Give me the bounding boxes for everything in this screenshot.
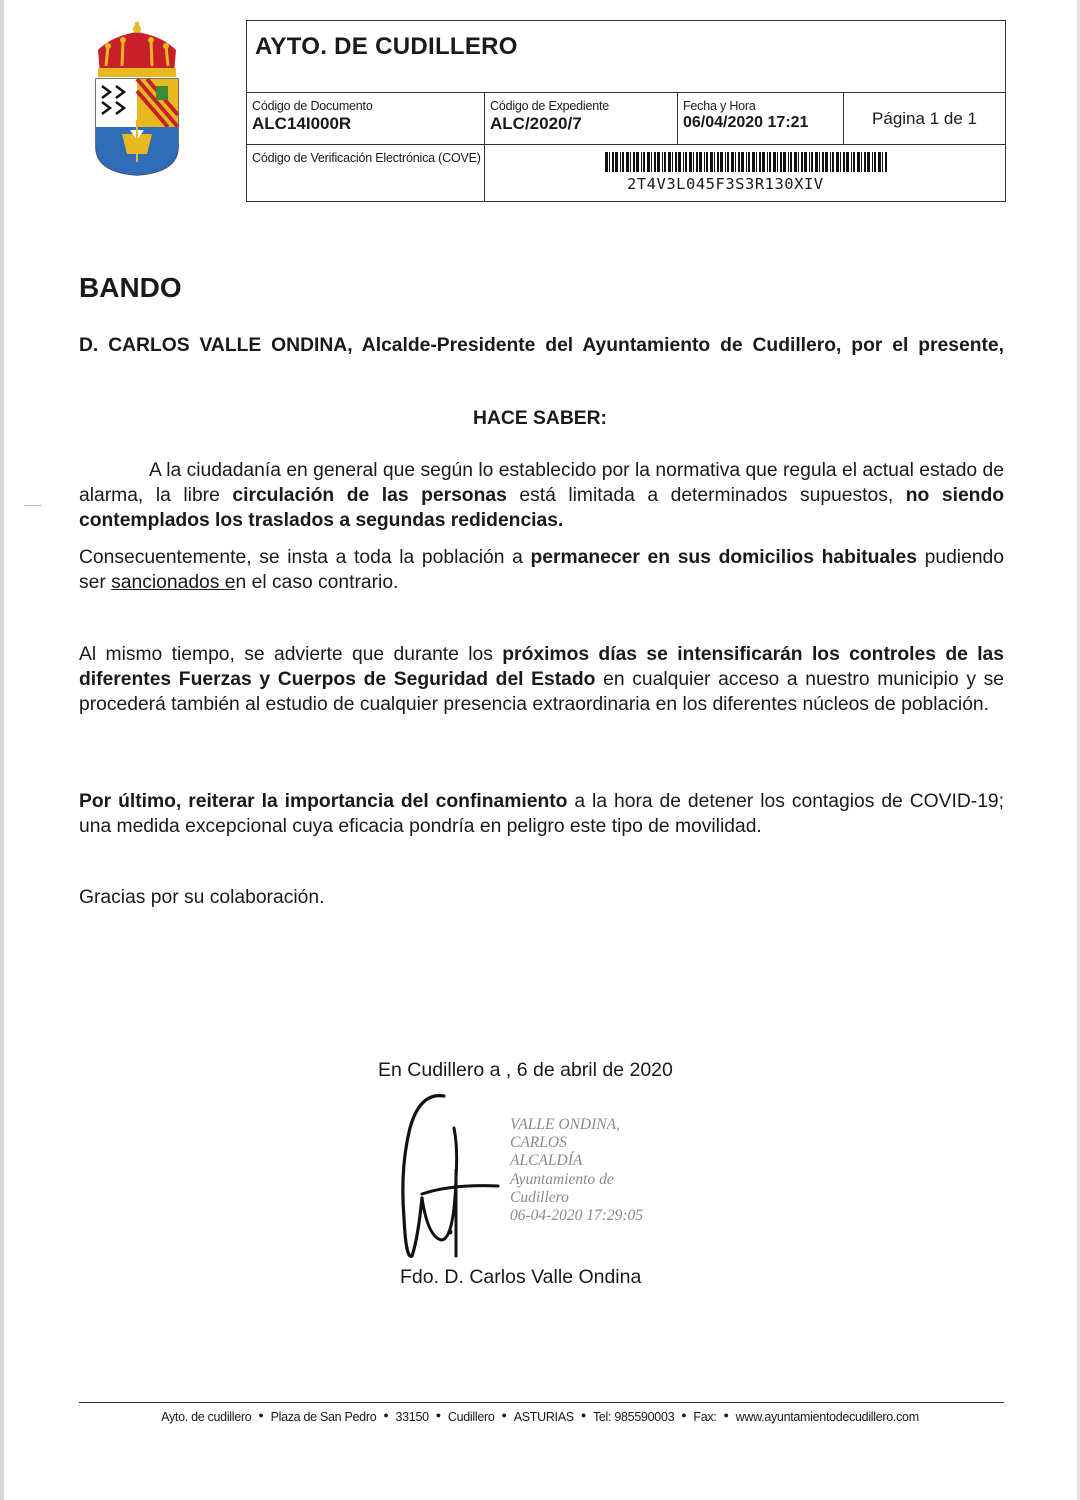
p2-text-a: Consecuentemente, se insta a toda la población a	[79, 547, 531, 568]
datetime-label: Fecha y Hora	[683, 99, 756, 113]
datetime-value: 06/04/2020 17:21	[683, 114, 809, 131]
stamp-line: ALCALDÍA	[510, 1152, 583, 1170]
p3-text-a: Al mismo tiempo, se advierte que durante los	[79, 644, 503, 665]
footer-item: 33150	[395, 1410, 429, 1424]
document-code-value: ALC14I000R	[252, 114, 352, 133]
stamp-line: 06-04-2020 17:29:05	[510, 1207, 644, 1225]
thanks-paragraph	[79, 885, 1004, 910]
signed-by: Fdo. D. Carlos Valle Ondina	[400, 1266, 642, 1288]
p3-text-c: en cualquier acceso a nuestro municipio y se procederá también al estudio de cualquier presencia extraordinaria en los diferentes núcleos de población.	[79, 669, 1004, 715]
page-number: Página 1 de 1	[872, 108, 977, 128]
footer-fax: Fax:	[693, 1410, 717, 1424]
footer-separator: ●	[258, 1410, 264, 1420]
p3-bold-b: próximos días se intensificarán los controles de las diferentes Fuerzas y Cuerpos de Seguridad del Estado	[79, 644, 1005, 690]
footer-separator: ●	[435, 1410, 441, 1420]
margin-mark	[24, 505, 42, 506]
p1-text-a: A la ciudadanía en general que según lo establecido por la normativa que regula el actual estado de alarma, la libre	[79, 460, 1004, 506]
footer-separator: ●	[383, 1410, 389, 1420]
intro-paragraph	[79, 333, 1004, 358]
p4-bold-a: Por último, reiterar la importancia del confinamiento	[79, 791, 568, 812]
footer	[0, 1410, 1080, 1424]
stamp-line: Ayuntamiento de	[510, 1170, 614, 1188]
cove-label: Código de Verificación Electrónica (COVE)	[247, 145, 485, 201]
cove-row	[247, 145, 1005, 201]
p1-bold-d: no siendo contemplados los traslados a segundas redidencias.	[79, 485, 1004, 531]
footer-item: Ayto. de cudillero	[161, 1410, 252, 1424]
stamp-line: Cudillero	[510, 1188, 569, 1206]
electronic-signature-stamp	[510, 1116, 643, 1225]
cove-code: 2T4V3L045F3S3R130XIV	[627, 175, 824, 193]
footer-separator: ●	[681, 1410, 687, 1420]
paragraph-4	[79, 789, 1004, 839]
document-code-cell	[247, 93, 485, 144]
p2-underlined: sancionados e	[111, 572, 236, 593]
footer-website-link[interactable]: www.ayuntamientodecudillero.com	[735, 1410, 919, 1424]
file-code-cell	[485, 93, 678, 144]
file-code-label: Código de Expediente	[490, 99, 610, 113]
footer-divider	[79, 1402, 1004, 1403]
footer-separator: ●	[580, 1410, 586, 1420]
footer-item: ASTURIAS	[513, 1410, 574, 1424]
stamp-line: VALLE ONDINA,	[510, 1116, 620, 1133]
footer-phone: Tel: 985590003	[592, 1410, 675, 1424]
paragraph-2	[79, 545, 1004, 595]
footer-separator: ●	[723, 1410, 729, 1420]
document-title: BANDO	[79, 272, 182, 303]
p1-text-c: está limitada a determinados supuestos,	[506, 485, 906, 506]
file-code-value: ALC/2020/7	[490, 114, 582, 133]
hace-saber-heading: HACE SABER:	[473, 408, 607, 429]
barcode-icon	[605, 152, 889, 172]
datetime-cell	[678, 93, 844, 144]
footer-item: Cudillero	[447, 1410, 495, 1424]
p2-bold-b: permanecer en sus domicilios habituales	[530, 547, 917, 568]
document-code-label: Código de Documento	[252, 99, 373, 113]
footer-separator: ●	[501, 1410, 507, 1420]
handwritten-signature	[392, 1088, 507, 1268]
intro-text: D. CARLOS VALLE ONDINA, Alcalde-Presidente del Ayuntamiento de Cudillero, por el presente,	[79, 335, 1004, 356]
place-date: En Cudillero a , 6 de abril de 2020	[378, 1059, 673, 1081]
document-metadata-row	[247, 93, 1005, 145]
paragraph-1	[79, 458, 1004, 533]
p4-text-b: a la hora de detener los contagios de COVID-19; una medida excepcional cuya eficacia pondría en peligro este tipo de movilidad.	[79, 791, 1005, 837]
coat-of-arms-icon	[92, 22, 182, 177]
p2-text-e: n el caso contrario.	[235, 572, 399, 593]
organization-name: AYTO. DE CUDILLERO	[247, 21, 1005, 93]
stamp-line: CARLOS	[510, 1134, 567, 1152]
p1-bold-b: circulación de las personas	[232, 485, 507, 506]
thanks-text: Gracias por su colaboración.	[79, 887, 325, 908]
footer-item: Plaza de San Pedro	[270, 1410, 377, 1424]
document-header-box	[246, 20, 1006, 202]
paragraph-3	[79, 642, 1004, 717]
p2-text-c: pudiendo ser	[79, 547, 1004, 593]
